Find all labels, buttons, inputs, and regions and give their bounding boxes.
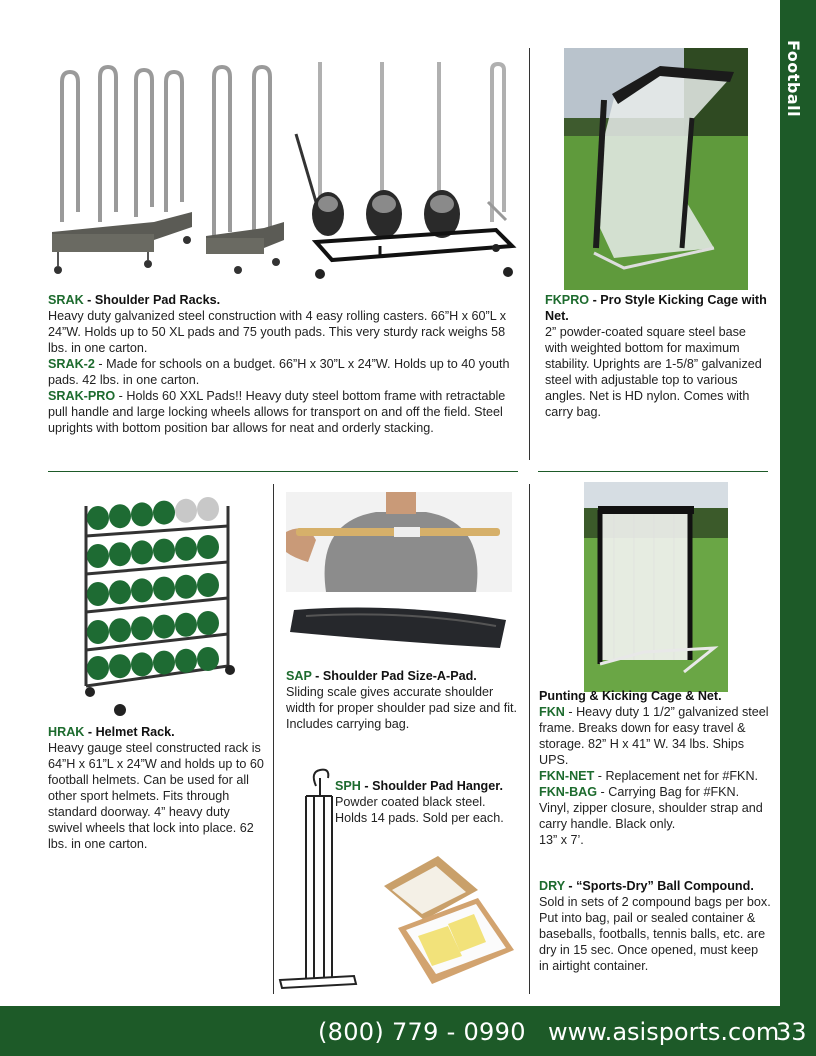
srak-body: Heavy duty galvanized steel construction with 4 easy rolling casters. 66”H x 60”L x 24”W. Holds up to 50 XL pads and 75 youth pads. This very sturdy rack weighs 58 lbs. in one carton. xyxy=(48,309,507,355)
dry-description xyxy=(539,878,771,974)
helmet-icon xyxy=(109,580,131,604)
fkn-code: FKN xyxy=(539,705,565,719)
divider-horizontal-left xyxy=(48,471,518,472)
sap-body: Sliding scale gives accurate shoulder width for proper shoulder pad size and fit. Includes carrying bag. xyxy=(286,685,518,731)
dry-title: - “Sports-Dry” Ball Compound. xyxy=(564,879,754,893)
helmet-icon xyxy=(131,502,153,526)
srak2-body: - Made for schools on a budget. 66”H x 30”L x 24”W. Holds up to 40 youth pads. 42 lbs. in one carton. xyxy=(48,357,510,387)
helmet-icon xyxy=(153,577,175,601)
shoulder-pad-racks-image xyxy=(44,52,520,286)
hrak-code: HRAK xyxy=(48,725,85,739)
helmet-icon xyxy=(175,575,197,599)
fkn-net-body: - Replacement net for #FKN. xyxy=(594,769,759,783)
helmet-icon xyxy=(131,652,153,676)
fkn-bag-size: 13” x 7’. xyxy=(539,833,584,847)
helmet-icon xyxy=(175,499,197,523)
sap-code: SAP xyxy=(286,669,312,683)
page-number: 33 xyxy=(776,1018,807,1046)
hrak-description xyxy=(48,724,266,852)
helmet-icon xyxy=(197,611,219,635)
srak-code: SRAK xyxy=(48,293,84,307)
helmet-icon xyxy=(175,649,197,673)
helmet-icon xyxy=(87,620,109,644)
helmet-icon xyxy=(131,540,153,564)
helmet-icon xyxy=(87,544,109,568)
divider-bottom-right xyxy=(529,484,530,994)
fkn-bag-code: FKN-BAG xyxy=(539,785,598,799)
helmet-icon xyxy=(87,656,109,680)
helmet-icon xyxy=(153,539,175,563)
helmet-icon xyxy=(175,613,197,637)
helmet-icon xyxy=(197,497,219,521)
helmet-icon xyxy=(109,504,131,528)
sph-body: Powder coated black steel. Holds 14 pads. Sold per each. xyxy=(335,795,504,825)
size-a-pad-image xyxy=(286,492,512,662)
fkn-net-code: FKN-NET xyxy=(539,769,595,783)
fkpro-body: 2” powder-coated square steel base with weighted bottom for maximum stability. Uprights are 1-5/8” galvanized steel with adjustable top to various angles. Net is HD nylon. Comes with carry bag. xyxy=(545,325,762,419)
fkn-heading: Punting & Kicking Cage & Net. xyxy=(539,689,722,703)
srak-title: - Shoulder Pad Racks. xyxy=(83,293,221,307)
srakpro-body: - Holds 60 XXL Pads!! Heavy duty steel bottom frame with retractable pull handle and large locking wheels allows for transport on and off the field. Steel uprights with bottom position bar allows for neat and orderly stacking. xyxy=(48,389,506,435)
helmet-rack-image xyxy=(80,496,240,718)
fkn-bag-body: - Carrying Bag for #FKN. Vinyl, zipper closure, shoulder strap and carry handle. Black only. xyxy=(539,785,763,831)
phone-number: (800) 779 - 0990 xyxy=(318,1018,526,1046)
helmet-icon xyxy=(175,537,197,561)
srak-description xyxy=(48,292,518,436)
helmet-icon xyxy=(109,618,131,642)
srakpro-code: SRAK-PRO xyxy=(48,389,116,403)
helmet-icon xyxy=(197,647,219,671)
helmet-icon xyxy=(153,651,175,675)
sap-title: - Shoulder Pad Size-A-Pad. xyxy=(311,669,477,683)
side-tab xyxy=(780,0,816,1010)
dry-body: Sold in sets of 2 compound bags per box. Put into bag, pail or sealed container & baseballs, footballs, tennis balls, etc. are dry in 15 sec. Once opened, must keep in airtight container. xyxy=(539,895,771,973)
fkpro-title: - Pro Style Kicking Cage with Net. xyxy=(545,293,767,323)
srak2-code: SRAK-2 xyxy=(48,357,95,371)
helmet-icon xyxy=(197,573,219,597)
helmet-icon xyxy=(109,542,131,566)
fkpro-description xyxy=(545,292,767,420)
helmet-icon xyxy=(153,501,175,525)
sph-code: SPH xyxy=(335,779,361,793)
divider-top-vertical xyxy=(529,48,530,460)
kicking-cage-net-image xyxy=(584,482,728,692)
sph-description xyxy=(335,778,521,826)
divider-horizontal-right xyxy=(538,471,768,472)
helmet-icon xyxy=(87,506,109,530)
sports-dry-box-image xyxy=(378,856,518,994)
section-label: Football xyxy=(784,40,803,118)
dry-code: DRY xyxy=(539,879,565,893)
hrak-body: Heavy gauge steel constructed rack is 64”H x 61”L x 24”W and holds up to 60 football helmets. Can be used for all other sport helmets. Fits through standard doorway. 4” heavy duty swivel wheels that lock into place. 62 lbs. in one carton. xyxy=(48,741,264,851)
helmet-icon xyxy=(131,578,153,602)
helmet-icon xyxy=(153,615,175,639)
helmet-icon xyxy=(87,582,109,606)
kicking-cage-pro-image xyxy=(564,48,748,290)
divider-bottom-left xyxy=(273,484,274,994)
fkpro-code: FKPRO xyxy=(545,293,590,307)
helmet-icon xyxy=(131,616,153,640)
hrak-title: - Helmet Rack. xyxy=(84,725,175,739)
sph-title: - Shoulder Pad Hanger. xyxy=(360,779,503,793)
footer-bar xyxy=(0,1006,816,1056)
helmet-icon xyxy=(109,654,131,678)
website-link[interactable]: www.asisports.com xyxy=(548,1018,780,1046)
helmet-icon xyxy=(197,535,219,559)
fkn-description xyxy=(539,688,771,848)
sap-description xyxy=(286,668,518,732)
fkn-body: - Heavy duty 1 1/2” galvanized steel frame. Breaks down for easy travel & storage. 82” H x 41” W. 34 lbs. Ships UPS. xyxy=(539,705,769,767)
